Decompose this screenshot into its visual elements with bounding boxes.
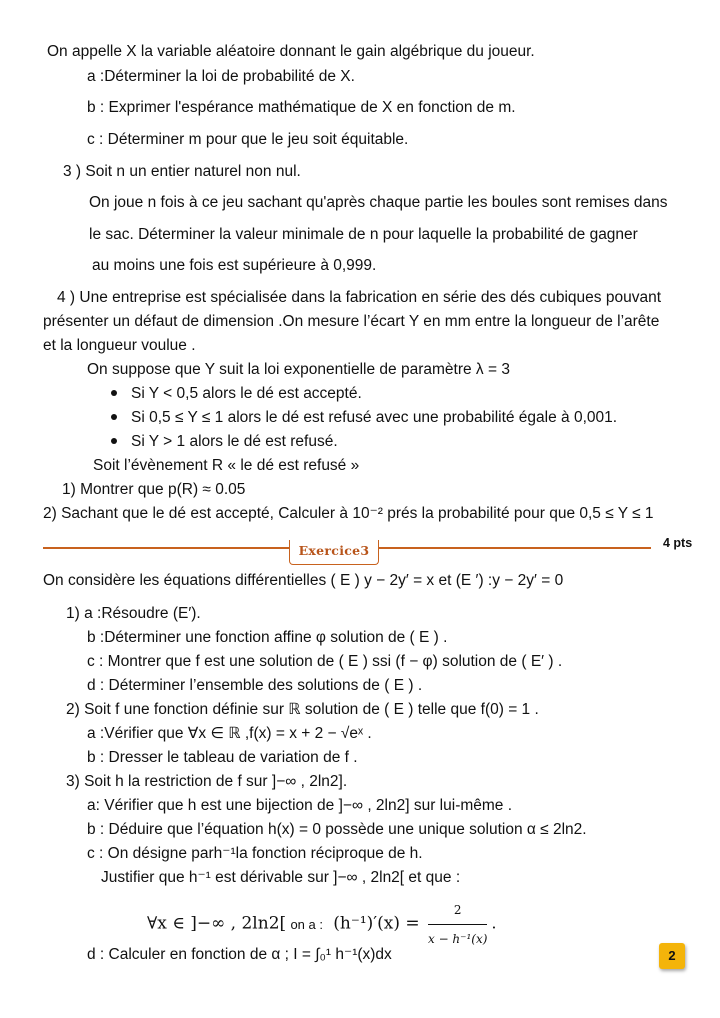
- ex-q3c: c : On désigne parh⁻¹la fonction réciproque de h.: [87, 845, 423, 862]
- ex-q1b: b :Déterminer une fonction affine φ solution de ( E ) .: [87, 629, 448, 646]
- ex-q3b: b : Déduire que l’équation h(x) = 0 possède une unique solution α ≤ 2ln2.: [87, 821, 587, 838]
- fraction-numerator: 2: [428, 896, 487, 925]
- formula-lhs: (h⁻¹)′(x) =: [333, 913, 420, 934]
- divider-left: [43, 547, 290, 549]
- question-3-line1: On joue n fois à ce jeu sachant qu'après chaque partie les boules sont remises dans: [89, 194, 668, 211]
- question-1b: b : Exprimer l'espérance mathématique de X en fonction de m.: [87, 99, 516, 116]
- question-4-suppose: On suppose que Y suit la loi exponentielle de paramètre λ = 3: [87, 361, 510, 378]
- exercise-intro: On considère les équations différentielles ( E ) y − 2y′ = x et (E ′) :y − 2y′ = 0: [43, 572, 564, 589]
- question-3-line2: le sac. Déterminer la valeur minimale de n pour laquelle la probabilité de gagner: [89, 226, 638, 243]
- ex-q1c: c : Montrer que f est une solution de ( E ) ssi (f − φ) solution de ( E′ ) .: [87, 653, 563, 670]
- formula-domain: ∀x ∈ ]−∞ , 2ln2[: [147, 913, 287, 934]
- ex-q1d: d : Déterminer l’ensemble des solutions de ( E ) .: [87, 677, 423, 694]
- bullet-item: Si 0,5 ≤ Y ≤ 1 alors le dé est refusé avec une probabilité égale à 0,001.: [111, 408, 617, 428]
- paragraph-intro-X: On appelle X la variable aléatoire donnant le gain algébrique du joueur.: [47, 43, 535, 60]
- ex-q3-title: 3) Soit h la restriction de f sur ]−∞ , 2ln2].: [66, 773, 348, 790]
- ex-q1a: 1) a :Résoudre (E′).: [66, 605, 201, 622]
- bullet-icon: [111, 390, 117, 396]
- question-4-sub1: 1) Montrer que p(R) ≈ 0.05: [62, 481, 246, 498]
- event-definition: Soit l’évènement R « le dé est refusé »: [93, 457, 360, 474]
- exercise-points: 4 pts: [663, 536, 693, 550]
- question-4-line1: 4 ) Une entreprise est spécialisée dans la fabrication en série des dés cubiques pouvant: [57, 289, 662, 306]
- fraction-denominator: x − h⁻¹(x): [427, 932, 488, 946]
- bullet-icon: [111, 438, 117, 444]
- formula-fraction: [428, 896, 487, 953]
- question-4-line2: présenter un défaut de dimension .On mesure l’écart Y en mm entre la longueur de l’arête: [43, 313, 660, 330]
- ex-q3-justify: Justifier que h⁻¹ est dérivable sur ]−∞ , 2ln2[ et que :: [101, 869, 461, 886]
- ex-q2a: a :Vérifier que ∀x ∈ ℝ ,f(x) = x + 2 − √eˣ .: [87, 725, 372, 742]
- exercise-title: Exercice3: [289, 540, 379, 565]
- ex-q3-formula: ∀x ∈ ]−∞ , 2ln2[ on a : (h⁻¹)′(x) = $\frac{2}{\text{x − h⁻¹(x)}}$ .: [147, 896, 496, 953]
- ex-q2b: b : Dresser le tableau de variation de f .: [87, 749, 358, 766]
- bullet-item: Si Y > 1 alors le dé est refusé.: [111, 432, 338, 452]
- question-1c: c : Déterminer m pour que le jeu soit équitable.: [87, 131, 409, 148]
- ex-q2-title: 2) Soit f une fonction définie sur ℝ solution de ( E ) telle que f(0) = 1 .: [66, 701, 539, 718]
- formula-on-a: on a :: [290, 916, 323, 932]
- page-number-badge: 2: [659, 943, 685, 969]
- question-3-title: 3 ) Soit n un entier naturel non nul.: [63, 163, 301, 180]
- question-4-line3: et la longueur voulue .: [43, 337, 196, 354]
- divider-right: [376, 547, 651, 549]
- bullet-icon: [111, 414, 117, 420]
- question-3-line3: au moins une fois est supérieure à 0,999.: [92, 257, 377, 274]
- bullet-item: Si Y < 0,5 alors le dé est accepté.: [111, 384, 362, 404]
- question-1a: a :Déterminer la loi de probabilité de X.: [87, 68, 355, 85]
- question-4-sub2: 2) Sachant que le dé est accepté, Calculer à 10⁻² prés la probabilité pour que 0,5 ≤ Y ≤ 1: [43, 505, 654, 522]
- ex-q3d: d : Calculer en fonction de α ; I = ∫₀¹ h⁻¹(x)dx: [87, 946, 392, 963]
- ex-q3a: a: Vérifier que h est une bijection de ]−∞ , 2ln2] sur lui-même .: [87, 797, 513, 814]
